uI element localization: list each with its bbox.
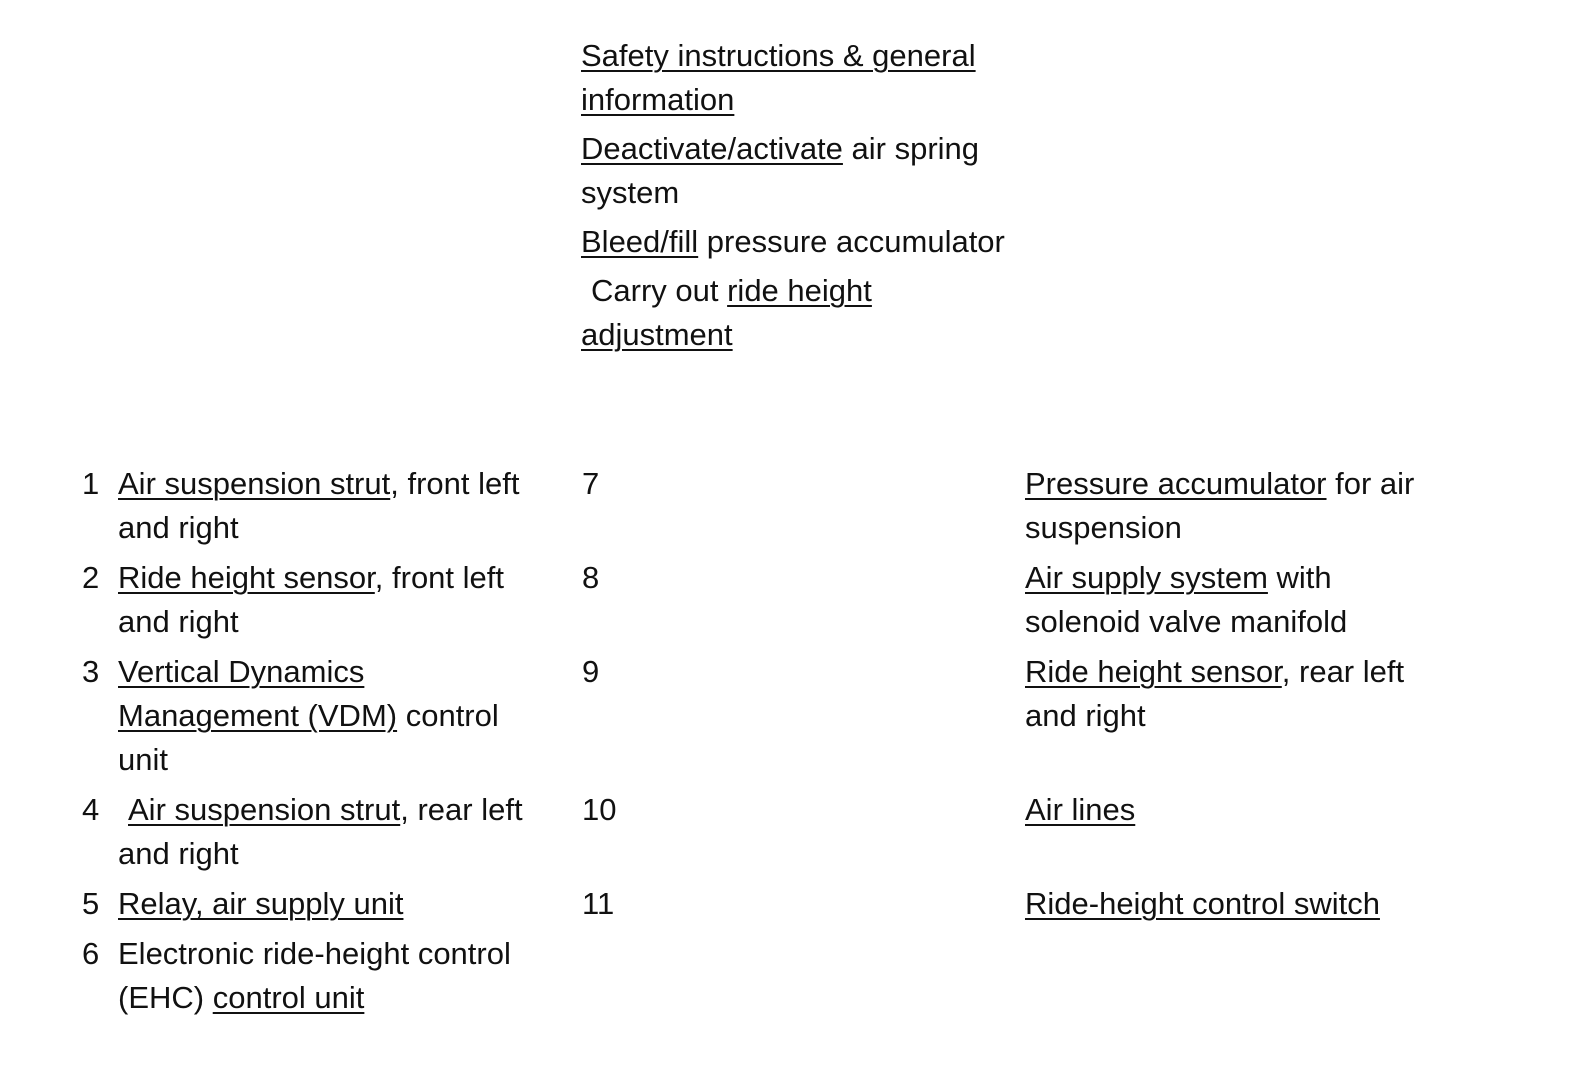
carry-out-prefix: Carry out <box>591 273 728 308</box>
legend-item-9 <box>1025 650 1445 738</box>
legend-item-8-suffix: with solenoid valve manifold <box>1025 560 1348 639</box>
ride-height-adjustment-link[interactable]: ride height adjustment <box>581 273 872 352</box>
legend-item-6-prefix: Electronic ride-height control (EHC) <box>118 936 511 1015</box>
legend-item-11 <box>1025 882 1465 926</box>
bleed-suffix: pressure accumulator <box>698 224 1005 259</box>
ride-height-sensor-front-link[interactable]: Ride height sensor <box>118 560 375 595</box>
legend-number: 8 <box>582 560 600 595</box>
link-paragraph-bleed <box>581 220 1021 264</box>
related-links <box>581 34 1021 362</box>
ride-height-sensor-rear-link[interactable]: Ride height sensor <box>1025 654 1282 689</box>
legend-item-8 <box>1025 556 1385 644</box>
link-paragraph-deactivate <box>581 127 1021 215</box>
deactivate-activate-link[interactable]: Deactivate/activate <box>581 131 843 166</box>
legend-item-4 <box>118 788 558 876</box>
legend-item-2-suffix: , front left and right <box>118 560 505 639</box>
legend-item-3-suffix: control unit <box>118 698 499 777</box>
legend-number: 10 <box>582 792 617 827</box>
pressure-accumulator-link[interactable]: Pressure accumulator <box>1025 466 1327 501</box>
legend-number: 1 <box>82 466 100 501</box>
air-lines-link[interactable]: Air lines <box>1025 792 1136 827</box>
legend-item-2 <box>118 556 558 644</box>
relay-air-supply-link[interactable]: Relay, air supply unit <box>118 886 404 921</box>
legend-number: 11 <box>582 886 615 921</box>
legend-number: 5 <box>82 886 100 921</box>
legend-number: 3 <box>82 654 100 689</box>
legend-item-4-suffix: , rear left and right <box>118 792 523 871</box>
legend-item-9-suffix: , rear left and right <box>1025 654 1405 733</box>
legend-item-5 <box>118 882 558 926</box>
legend-number: 7 <box>582 466 600 501</box>
legend-number: 6 <box>82 936 100 971</box>
legend-item-10 <box>1025 788 1465 832</box>
air-suspension-strut-rear-link[interactable]: Air suspension strut <box>128 792 401 827</box>
vdm-link[interactable]: Vertical Dynamics Management (VDM) <box>118 654 398 733</box>
legend-item-6 <box>118 932 558 1020</box>
legend-item-7-suffix: for air suspension <box>1025 466 1415 545</box>
ehc-control-unit-link[interactable]: control unit <box>212 980 365 1015</box>
legend-number: 9 <box>582 654 600 689</box>
link-paragraph-ride-height <box>581 269 1021 357</box>
legend-number: 2 <box>82 560 100 595</box>
safety-instructions-link[interactable]: Safety instructions & general information <box>581 38 976 117</box>
legend-item-1-suffix: , front left and right <box>118 466 520 545</box>
legend-item-3 <box>118 650 538 782</box>
legend-item-1 <box>118 462 558 550</box>
air-suspension-strut-front-link[interactable]: Air suspension strut <box>118 466 391 501</box>
deactivate-suffix: air spring system <box>581 131 980 210</box>
air-supply-system-link[interactable]: Air supply system <box>1025 560 1268 595</box>
legend-item-7 <box>1025 462 1425 550</box>
ride-height-control-switch-link[interactable]: Ride-height control switch <box>1025 886 1380 921</box>
legend-number: 4 <box>82 792 100 827</box>
bleed-fill-link[interactable]: Bleed/fill <box>581 224 699 259</box>
link-paragraph-safety <box>581 34 1021 122</box>
